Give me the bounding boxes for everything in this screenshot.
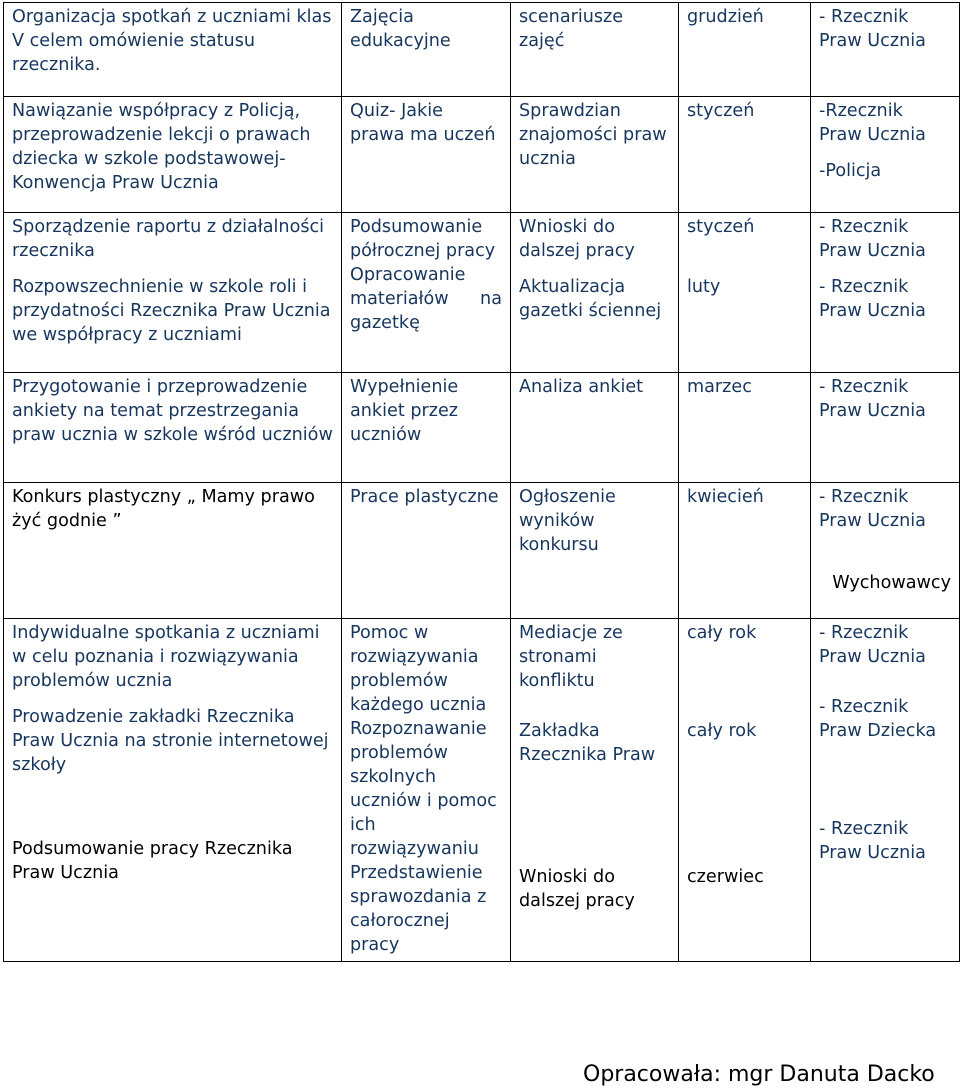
outcome-text: Sprawdzian znajomości praw ucznia xyxy=(519,101,667,169)
activity-text: Rozpowszechnienie w szkole roli i przydatności Rzecznika Praw Ucznia we współpracy z uczniami xyxy=(12,277,331,345)
outcome-text: scenariusze zajęć xyxy=(519,7,624,51)
outcome-cell xyxy=(511,213,679,373)
responsible-cell xyxy=(811,97,960,213)
author-signature-line: Opracowała: mgr Danuta Dacko xyxy=(583,1062,935,1087)
responsible-cell xyxy=(811,619,960,962)
outcome-cell xyxy=(511,97,679,213)
form-cell xyxy=(342,619,511,962)
outcome-cell xyxy=(511,3,679,97)
responsible-text: - Rzecznik Praw Ucznia xyxy=(819,819,926,863)
activity-text: Organizacja spotkań z uczniami klas V celem omówienie statusu rzecznika. xyxy=(12,7,332,75)
date-text: cały rok xyxy=(687,721,757,741)
date-text: cały rok xyxy=(687,623,757,643)
outcome-text: Ogłoszenie wyników konkursu xyxy=(519,487,616,555)
responsible-cell xyxy=(811,213,960,373)
outcome-text: Mediacje ze stronami konfliktu xyxy=(519,623,623,691)
responsible-text: - Rzecznik Praw Ucznia xyxy=(819,7,926,51)
outcome-text: Zakładka Rzecznika Praw xyxy=(519,721,656,765)
form-text: Opracowanie materiałów na gazetkę xyxy=(350,265,502,333)
form-text: Rozpoznawanie problemów szkolnych uczniów i pomoc ich rozwiązywaniu xyxy=(350,719,497,859)
activity-text: Konkurs plastyczny „ Mamy prawo żyć godnie ” xyxy=(12,487,315,531)
table-row xyxy=(4,3,960,97)
form-text: Quiz- Jakie prawa ma uczeń xyxy=(350,101,496,145)
form-text: Prace plastyczne xyxy=(350,487,499,507)
table-row xyxy=(4,97,960,213)
form-text: Wypełnienie ankiet przez uczniów xyxy=(350,377,459,445)
table-row xyxy=(4,213,960,373)
date-cell xyxy=(679,3,811,97)
form-cell xyxy=(342,213,511,373)
activity-cell xyxy=(4,483,342,619)
form-text: Pomoc w rozwiązywania problemów każdego ucznia xyxy=(350,623,487,715)
outcome-text: Wnioski do dalszej pracy xyxy=(519,217,635,261)
table-row xyxy=(4,373,960,483)
responsible-cell xyxy=(811,373,960,483)
responsible-text: - Rzecznik Praw Ucznia xyxy=(819,217,926,261)
activity-cell xyxy=(4,373,342,483)
date-text: styczeń xyxy=(687,101,755,121)
form-text: Przedstawienie sprawozdania z całorocznej pracy xyxy=(350,863,487,955)
date-text: czerwiec xyxy=(687,867,764,887)
date-text: luty xyxy=(687,277,721,297)
date-cell xyxy=(679,373,811,483)
date-cell xyxy=(679,483,811,619)
activity-text: Indywidualne spotkania z uczniami w celu poznania i rozwiązywania problemów ucznia xyxy=(12,623,320,691)
outcome-text: Analiza ankiet xyxy=(519,377,644,397)
responsible-text: -Policja xyxy=(819,161,882,181)
form-cell xyxy=(342,97,511,213)
date-text: grudzień xyxy=(687,7,764,27)
activity-text: Podsumowanie pracy Rzecznika Praw Ucznia xyxy=(12,839,293,883)
form-cell xyxy=(342,483,511,619)
responsible-cell xyxy=(811,483,960,619)
responsible-text: - Rzecznik Praw Dziecka xyxy=(819,697,937,741)
responsible-text: Wychowawcy xyxy=(832,573,951,593)
date-text: marzec xyxy=(687,377,752,397)
activity-cell xyxy=(4,619,342,962)
outcome-cell xyxy=(511,373,679,483)
outcome-cell xyxy=(511,619,679,962)
responsible-text: - Rzecznik Praw Ucznia xyxy=(819,277,926,321)
outcome-text: Aktualizacja gazetki ściennej xyxy=(519,277,662,321)
form-text: Podsumowanie półrocznej pracy xyxy=(350,217,496,261)
date-cell xyxy=(679,213,811,373)
form-text: Zajęcia edukacyjne xyxy=(350,7,451,51)
activity-text: Nawiązanie współpracy z Policją, przeprowadzenie lekcji o prawach dziecka w szkole podstawowej- Konwencja Praw Ucznia xyxy=(12,101,311,193)
table-row xyxy=(4,483,960,619)
date-cell xyxy=(679,97,811,213)
activity-cell xyxy=(4,213,342,373)
activity-text: Sporządzenie raportu z działalności rzecznika xyxy=(12,217,325,261)
date-cell xyxy=(679,619,811,962)
form-cell xyxy=(342,373,511,483)
date-text: kwiecień xyxy=(687,487,764,507)
table-row xyxy=(4,619,960,962)
outcome-cell xyxy=(511,483,679,619)
outcome-text: Wnioski do dalszej pracy xyxy=(519,867,635,911)
responsible-cell xyxy=(811,3,960,97)
responsible-text: - Rzecznik Praw Ucznia xyxy=(819,487,926,531)
plan-table xyxy=(3,2,960,962)
responsible-text: - Rzecznik Praw Ucznia xyxy=(819,623,926,667)
responsible-text: - Rzecznik Praw Ucznia xyxy=(819,377,926,421)
activity-cell xyxy=(4,3,342,97)
form-cell xyxy=(342,3,511,97)
responsible-text: -Rzecznik Praw Ucznia xyxy=(819,101,926,145)
activity-cell xyxy=(4,97,342,213)
date-text: styczeń xyxy=(687,217,755,237)
activity-text: Prowadzenie zakładki Rzecznika Praw Ucznia na stronie internetowej szkoły xyxy=(12,707,329,775)
activity-text: Przygotowanie i przeprowadzenie ankiety na temat przestrzegania praw ucznia w szkole wśród uczniów xyxy=(12,377,333,445)
